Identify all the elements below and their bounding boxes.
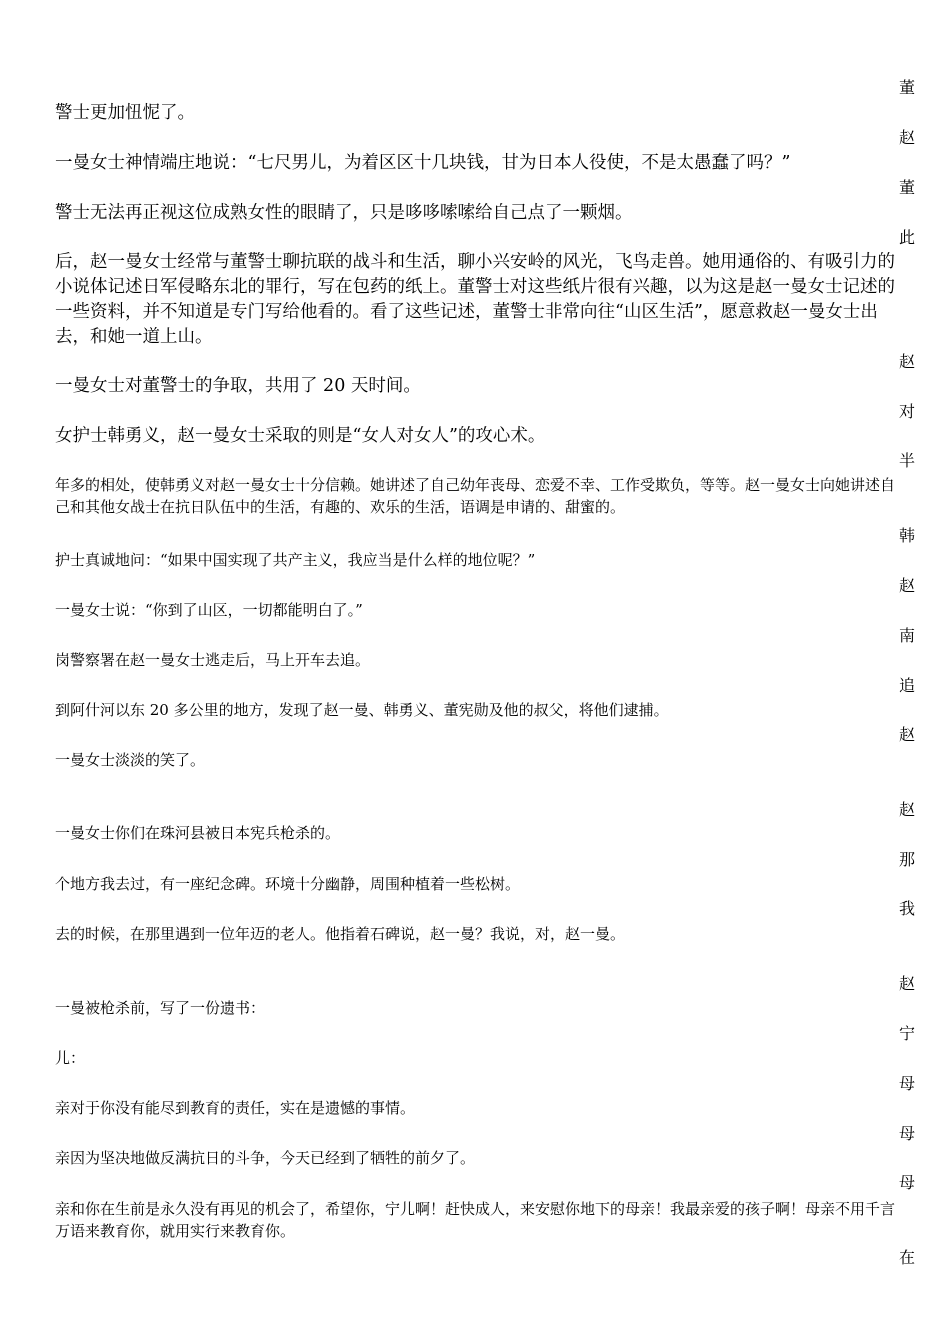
margin-char: 母 xyxy=(898,1124,915,1143)
paragraph: 警士更加忸怩了。 xyxy=(55,103,195,123)
margin-char: 此 xyxy=(898,228,915,247)
margin-char: 那 xyxy=(898,850,915,869)
margin-char: 赵 xyxy=(898,725,915,744)
margin-char: 赵 xyxy=(898,352,915,371)
paragraph: 一曼女士你们在珠河县被日本宪兵枪杀的。 xyxy=(55,824,341,842)
margin-char: 赵 xyxy=(898,128,915,147)
paragraph: 警士无法再正视这位成熟女性的眼睛了，只是哆哆嗦嗦给自己点了一颗烟。 xyxy=(55,203,633,223)
paragraph: 亲对于你没有能尽到教育的责任，实在是遗憾的事情。 xyxy=(55,1099,416,1117)
margin-char: 董 xyxy=(898,178,915,197)
paragraph: 亲因为坚决地做反满抗日的斗争，今天已经到了牺牲的前夕了。 xyxy=(55,1149,476,1167)
margin-char: 我 xyxy=(898,899,915,918)
paragraph: 一曼被枪杀前，写了一份遗书： xyxy=(55,999,266,1017)
margin-char: 赵 xyxy=(898,800,915,819)
paragraph: 后，赵一曼女士经常与董警士聊抗联的战斗和生活，聊小兴安岭的风光，飞鸟走兽。她用通俗的、有吸引力的小说体记述日军侵略东北的罪行，写在包药的纸上。董警士对这些纸片很有兴趣，以为这是赵一曼女士记述的一些资料，并不知道是专门写给他看的。看了这些记述，董警士非常向往“山区生活”，愿意救赵一曼女士出去，和她一道上山。 xyxy=(55,252,895,347)
margin-char: 赵 xyxy=(898,576,915,595)
margin-char: 董 xyxy=(898,78,915,97)
margin-char: 在 xyxy=(898,1248,915,1267)
margin-char: 宁 xyxy=(898,1024,915,1043)
paragraph: 到阿什河以东 20 多公里的地方，发现了赵一曼、韩勇义、董宪勋及他的叔父，将他们逮捕。 xyxy=(55,701,669,719)
margin-char: 追 xyxy=(898,676,915,695)
margin-char: 南 xyxy=(898,626,915,645)
paragraph: 一曼女士神情端庄地说：“七尺男儿，为着区区十几块钱，甘为日本人役使，不是太愚蠢了吗？” xyxy=(55,153,791,173)
paragraph: 一曼女士对董警士的争取，共用了 20 天时间。 xyxy=(55,376,421,396)
paragraph: 岗警察署在赵一曼女士逃走后，马上开车去追。 xyxy=(55,651,371,669)
paragraph: 一曼女士说：“你到了山区，一切都能明白了。” xyxy=(55,601,363,619)
margin-char: 母 xyxy=(898,1173,915,1192)
paragraph: 年多的相处，使韩勇义对赵一曼女士十分信赖。她讲述了自己幼年丧母、恋爱不幸、工作受欺负，等等。赵一曼女士向她讲述自己和其他女战士在抗日队伍中的生活，有趣的、欢乐的生活，语调是申请的、甜蜜的。 xyxy=(55,476,896,516)
margin-char: 母 xyxy=(898,1074,915,1093)
paragraph: 亲和你在生前是永久没有再见的机会了，希望你，宁儿啊！赶快成人，来安慰你地下的母亲！我最亲爱的孩子啊！母亲不用千言万语来教育你，就用实行来教育你。 xyxy=(55,1200,896,1240)
paragraph: 一曼女士淡淡的笑了。 xyxy=(55,751,206,769)
paragraph: 女护士韩勇义，赵一曼女士采取的则是“女人对女人”的攻心术。 xyxy=(55,426,546,446)
paragraph: 个地方我去过，有一座纪念碑。环境十分幽静，周围种植着一些松树。 xyxy=(55,875,521,893)
paragraph: 护士真诚地问：“如果中国实现了共产主义，我应当是什么样的地位呢？” xyxy=(55,551,536,569)
margin-char: 对 xyxy=(898,402,915,421)
margin-char: 韩 xyxy=(898,526,915,545)
paragraph: 儿： xyxy=(55,1049,86,1067)
margin-char: 赵 xyxy=(898,974,915,993)
paragraph: 去的时候，在那里遇到一位年迈的老人。他指着石碑说，赵一曼？我说，对，赵一曼。 xyxy=(55,925,626,943)
margin-char: 半 xyxy=(898,451,915,470)
